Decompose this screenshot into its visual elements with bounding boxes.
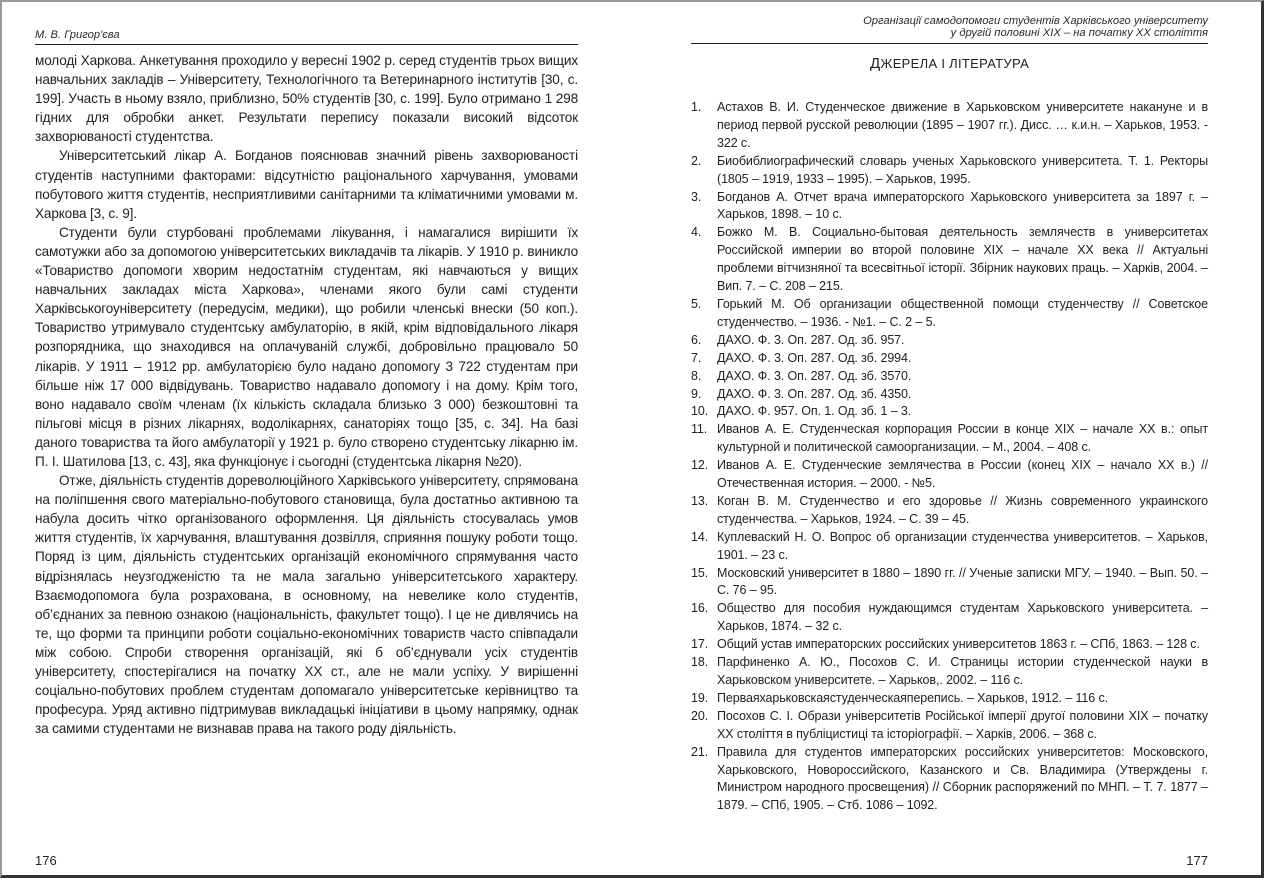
author-name: М. В. Григор'єва (35, 29, 120, 41)
reference-text: Перваяхарьковскаястуденческаяперепись. – Харьков, 1912. – 116 с. (717, 690, 1109, 705)
reference-number: 11. (691, 422, 708, 437)
reference-number: 3. (691, 189, 702, 204)
paragraph: молоді Харкова. Анкетування проходило у вересні 1902 р. серед студентів трьох вищих навчальних закладів – Університету, Технологічного та Ветеринарного інститутів [30, с. 199]. Участь в ньому взяло, приблизно, 50% студентів [30, с. 199]. Було отримано 1 298 гідних для обробки анкет. Результати перепису показали високий відсоток захворюваності студентства. (35, 53, 578, 145)
reference-text: Богданов А. Отчет врача императорского Харьковского университета за 1897 г. – Харьков, 1898. – 10 с. (717, 189, 1208, 222)
reference-item (691, 99, 1208, 153)
reference-item (691, 708, 1208, 744)
reference-text: Московский университет в 1880 – 1890 гг. // Ученые записки МГУ. – 1940. – Вып. 50. – С. 76 – 95. (717, 565, 1208, 598)
reference-text: Астахов В. И. Студенческое движение в Харьковском университете накануне и в период первой русской революции (1895 – 1907 гг.). Дисс. … к.и.н. – Харьков, 1953. - 322 с. (717, 100, 1208, 150)
running-head-line-2: у другій половині XIX – на початку XX століття (950, 26, 1208, 39)
reference-text: Парфиненко А. Ю., Посохов С. И. Страницы истории студенческой науки в Харьковском университете. – Харьков,. 2002. – 116 с. (717, 655, 1208, 687)
reference-number: 21. (691, 744, 709, 759)
reference-number: 18. (691, 655, 709, 670)
reference-text: Божко М. В. Социально-бытовая деятельность землячеств в университетах Российской империи во второй половине XIX – начале XX века // Актуальні проблеми вітчизняної та всесвітньої історії. Збірник наукових праць. – Харків, 2004. – Вип. 7. – С. 208 – 215. (717, 225, 1208, 294)
reference-text: ДАХО. Ф. 3. Оп. 287. Од. зб. 3570. (717, 368, 912, 383)
reference-number: 19. (691, 690, 709, 705)
reference-item (691, 386, 1208, 404)
running-head-line-1: Організації самодопомоги студентів Харківського університету (863, 15, 1208, 27)
section-title-text: ЖЕРЕЛА І ЛІТЕРАТУРА (880, 56, 1030, 71)
reference-item (691, 350, 1208, 368)
reference-number: 9. (691, 386, 702, 401)
reference-item (691, 744, 1208, 816)
reference-text: ДАХО. Ф. 957. Оп. 1. Од. зб. 1 – 3. (717, 404, 912, 419)
reference-item (691, 654, 1208, 690)
reference-text: Биобиблиографический словарь ученых Харьковского университета. Т. 1. Ректоры (1805 – 1919, 1933 – 1995). – Харьков, 1995. (717, 153, 1208, 186)
reference-item (691, 565, 1208, 601)
reference-text: Общий устав императорских российских университетов 1863 г. – СПб, 1863. – 128 с. (717, 637, 1200, 652)
body-text (35, 51, 578, 738)
reference-number: 12. (691, 458, 709, 473)
reference-item (691, 368, 1208, 386)
reference-item (691, 403, 1208, 421)
reference-number: 15. (691, 565, 709, 580)
reference-text: Иванов А. Е. Студенческая корпорация России в конце XIX – начале XX в.: опыт культурной и политической самоорганизации. – М., 2004. – 408 с. (717, 422, 1208, 455)
reference-item (691, 493, 1208, 529)
reference-text: ДАХО. Ф. 3. Оп. 287. Од. зб. 4350. (717, 386, 912, 401)
reference-number: 4. (691, 225, 702, 240)
reference-item (691, 189, 1208, 225)
page-number: 177 (1186, 853, 1208, 868)
reference-text: ДАХО. Ф. 3. Оп. 287. Од. зб. 957. (717, 332, 905, 347)
reference-number: 5. (691, 296, 702, 311)
reference-item (691, 332, 1208, 350)
reference-item (691, 153, 1208, 189)
reference-list (691, 99, 1208, 815)
reference-text: Правила для студентов императорских российских университетов: Московского, Харьковского, Новороссийского, Казанского и Св. Владимира (Утверждены г. Министром народного просвещения) // Сборник распоряжений по МНП. – Т. 7. 1877 – 1879. – СПб, 1905. – Стб. 1086 – 1092. (717, 744, 1208, 813)
reference-number: 16. (691, 601, 709, 616)
reference-number: 17. (691, 637, 709, 652)
reference-number: 14. (691, 529, 709, 544)
reference-text: Общество для пособия нуждающимся студентам Харьковского университета. – Харьков, 1874. – 32 с. (717, 601, 1208, 634)
reference-text: Горький М. Об организации общественной помощи студенчеству // Советское студенчество. – 1936. - №1. – С. 2 – 5. (717, 296, 1208, 329)
reference-number: 20. (691, 708, 709, 723)
running-head-title (691, 16, 1208, 44)
reference-item (691, 529, 1208, 565)
reference-text: Иванов А. Е. Студенческие землячества в России (конец XIX – начало XX в.) // Отечественная история. – 2000. - №5. (717, 458, 1208, 491)
reference-item (691, 224, 1208, 296)
page-number: 176 (35, 853, 57, 868)
running-head-author (35, 30, 578, 45)
reference-item (691, 457, 1208, 493)
section-title (691, 55, 1208, 72)
paragraph: Студенти були стурбовані проблемами лікування, і намагалися вирішити їх самотужки або за допомогою університетських викладачів та лікарів. У 1910 р. виникло «Товариство допомоги хворим недостатнім студентам, які навчаються у вищих навчальних закладах міста Харкова», членами якого були самі студенти Харківськогоуніверситету (передусім, медики), що робили членські внески (50 коп.). Товариство утримувало студентську амбулаторію, в якій, крім відповідального лікаря розпорядника, що знаходився на оплачуваній службі, добровільно працювало 50 лікарів. У 1911 – 1912 рр. амбулаторією було надано допомогу 3 722 студентам при більше ніж 17 000 відвідувань. Товариство надавало допомогу і на дому. Крім того, воно надавало своїм членам (їх кількість складала близько 3 000) безкоштовні та пільгові місця в різних лікарнях, водолікарнях, санаторіях тощо [35, с. 34]. На базі даного товариства та його амбулаторії у 1921 р. було створено студентську лікарню ім. П. І. Шатилова [13, с. 43], яка функціонує і сьогодні (студентська лікарня №20). (35, 224, 578, 469)
reference-number: 10. (691, 404, 709, 419)
reference-text: ДАХО. Ф. 3. Оп. 287. Од. зб. 2994. (717, 350, 912, 365)
reference-number: 1. (691, 100, 702, 114)
reference-number: 8. (691, 368, 702, 383)
reference-item (691, 421, 1208, 457)
reference-item (691, 690, 1208, 708)
section-title-initial: Д (869, 55, 881, 72)
reference-number: 13. (691, 493, 709, 508)
reference-item (691, 600, 1208, 636)
reference-item (691, 636, 1208, 654)
reference-number: 2. (691, 153, 702, 168)
paragraph: Отже, діяльність студентів дореволюційного Харківського університету, спрямована на поліпшення свого матеріально-побутового становища, була достатньо активною та набула досить чітко організованого оформлення. Ця діяльність стосувалась умов життя студентів, їх харчування, влаштування дозвілля, сприяння пошуку роботи тощо. Поряд із цим, діяльність студентських організацій економічного спрямування часто відрізнялась неузгодженістю та не мала загально університетського характеру. Взаємодопомога була розрахована, в основному, на невелике коло студентів, об’єднаних за певною ознакою (національність, факультет тощо). І це не дивлячись на те, що форми та принципи роботи соціально-економічних товариств часто співпадали між собою. Спроби створення організацій, які б об’єднували усіх студентів університету, спостерігалися на початку ХХ ст., але не мали успіху. У вирішенні соціально-побутових проблем студентам допомагало університетське керівництво та професура. Уряд активно підтримував викладацькі ініціативи в цьому напрямку, однак за самими студентами не визнавав права на такого роду діяльність. (35, 473, 578, 737)
reference-text: Куплеваский Н. О. Вопрос об организации студенчества университетов. – Харьков, 1901. – 23 с. (717, 529, 1208, 562)
reference-text: Посохов С. І. Образи університетів Російської імперії другої половини XIX – початку XX століття в публіцистиці та історіографії. – Харків, 2006. – 368 с. (717, 708, 1208, 741)
reference-item (691, 296, 1208, 332)
reference-number: 6. (691, 332, 702, 347)
reference-text: Коган В. М. Студенчество и его здоровье // Жизнь современного украинского студенчества. – Харьков, 1924. – С. 39 – 45. (717, 493, 1208, 526)
paragraph: Університетський лікар А. Богданов пояснював значний рівень захворюваності студентів наступними факторами: відсутністю раціонального харчування, умовами побутового життя студентів, несприятливими санітарними та кліматичними умовами м. Харкова [3, с. 9]. (35, 148, 578, 221)
reference-number: 7. (691, 350, 702, 365)
